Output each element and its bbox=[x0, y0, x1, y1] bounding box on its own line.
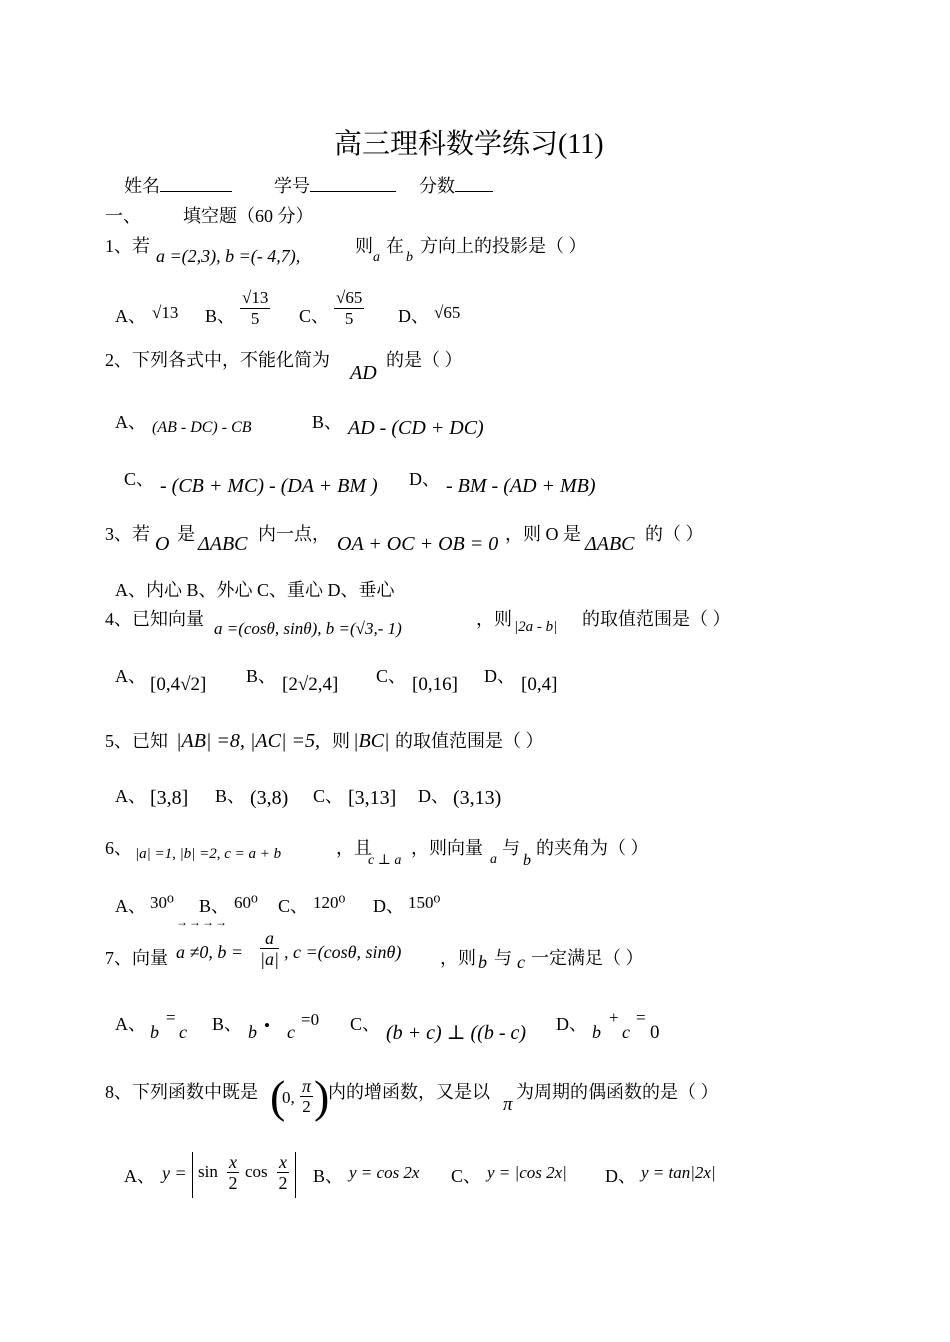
score-blank[interactable] bbox=[455, 173, 493, 192]
q8-option-d-value: y = tan|2x| bbox=[641, 1163, 716, 1182]
student-id-label: 学号 bbox=[274, 176, 310, 196]
q8-interval-fraction bbox=[300, 1076, 313, 1117]
q1-option-a-value: √13 bbox=[152, 303, 179, 322]
q6-suffix: 的夹角为（ ） bbox=[536, 838, 649, 858]
q8-pi: π bbox=[503, 1094, 513, 1115]
q6-option-c-value: 120⁰ bbox=[313, 893, 346, 912]
q8-interval-rparen-icon: ) bbox=[314, 1071, 330, 1122]
q8-interval-den: 2 bbox=[302, 1097, 311, 1116]
name-field[interactable] bbox=[124, 172, 232, 198]
q3-triangle-2: ΔABC bbox=[585, 533, 635, 555]
q2-option-d-value: - BM - (AD + MB) bbox=[446, 475, 596, 497]
q5-math: |AB| =8, |AC| =5, bbox=[176, 730, 320, 752]
q7-option-a-eq: = bbox=[166, 1008, 176, 1027]
q2-suffix: 的是（ ） bbox=[386, 350, 463, 370]
q5-option-b-value: (3,8) bbox=[250, 787, 289, 809]
q7-option-b-c: c bbox=[287, 1022, 295, 1042]
q7-frac-den: |a| bbox=[260, 949, 279, 969]
q7-option-d-label: D、 bbox=[556, 1014, 587, 1034]
q3-options: A、内心 B、外心 C、重心 D、垂心 bbox=[115, 580, 395, 600]
q8-option-a-frac2 bbox=[277, 1152, 289, 1193]
q1-option-b-den: 5 bbox=[250, 309, 260, 328]
q5-abs: |BC| bbox=[353, 730, 390, 752]
q8-interval-num: π bbox=[302, 1076, 312, 1096]
q8-option-a-num2: x bbox=[279, 1152, 287, 1172]
q5-text-then: 则 bbox=[332, 731, 350, 751]
q4-option-c-value: [0,16] bbox=[412, 674, 458, 695]
q7-option-b-eq: =0 bbox=[301, 1010, 320, 1029]
q1-option-c-num: √65 bbox=[336, 288, 363, 307]
student-id-blank[interactable] bbox=[310, 173, 396, 192]
name-label: 姓名 bbox=[124, 176, 160, 196]
q4-option-c-label: C、 bbox=[376, 666, 407, 686]
q3-text-in: 内一点， bbox=[258, 524, 330, 544]
q8-option-c-label: C、 bbox=[451, 1166, 482, 1186]
q5-option-a-label: A、 bbox=[115, 786, 146, 806]
q6-math: |a| =1, |b| =2, c = a + b bbox=[135, 846, 282, 862]
page-title: 高三理科数学练习(11) bbox=[334, 129, 604, 160]
q7-option-b-label: B、 bbox=[212, 1014, 243, 1034]
q2-option-b-value: AD - (CD + DC) bbox=[348, 417, 484, 439]
q2-option-b-label: B、 bbox=[312, 412, 343, 432]
q8-interval-left: 0, bbox=[282, 1088, 295, 1107]
q7-var-c: c bbox=[517, 952, 525, 972]
q5-option-a-value: [3,8] bbox=[150, 787, 189, 809]
q1-text-in: 在 bbox=[386, 236, 404, 256]
q4-option-a-value: [0,4√2] bbox=[150, 674, 207, 695]
q8-option-a-frac1 bbox=[227, 1152, 239, 1193]
q8-option-d-label: D、 bbox=[605, 1166, 636, 1186]
q4-prefix: 4、已知向量 bbox=[105, 609, 204, 629]
q6-prefix: 6、 bbox=[105, 838, 132, 858]
q7-text-with: 与 bbox=[494, 948, 512, 968]
q3-var-o: O bbox=[155, 533, 170, 555]
section-title: 填空题（60 分） bbox=[183, 206, 314, 226]
q8-suffix: 为周期的偶函数的是（ ） bbox=[516, 1082, 719, 1102]
q5-option-b-label: B、 bbox=[215, 786, 246, 806]
q1-option-c-fraction bbox=[334, 288, 364, 329]
q8-option-a-sin: sin bbox=[198, 1162, 218, 1181]
q8-prefix: 8、下列函数中既是 bbox=[105, 1082, 258, 1102]
q7-prefix: 7、向量 bbox=[105, 948, 168, 968]
score-field[interactable] bbox=[419, 172, 493, 198]
q6-text-and: ，且 bbox=[336, 838, 372, 858]
q1-option-b-fraction bbox=[240, 288, 270, 329]
q6-text-with: 与 bbox=[502, 838, 520, 858]
q1-option-c-label: C、 bbox=[299, 306, 330, 326]
q4-math: a =(cosθ, sinθ), b =(√3,- 1) bbox=[214, 619, 402, 638]
q7-option-a-c: c bbox=[179, 1022, 187, 1042]
q5-option-c-value: [3,13] bbox=[348, 787, 397, 809]
q7-option-d-c: c bbox=[622, 1022, 630, 1042]
q5-suffix: 的取值范围是（ ） bbox=[395, 731, 544, 751]
q1-option-d-value: √65 bbox=[434, 303, 461, 322]
q1-option-b-label: B、 bbox=[205, 306, 236, 326]
q8-option-a-num1: x bbox=[229, 1152, 237, 1172]
q6-option-b-value: 60⁰ bbox=[234, 893, 258, 912]
q6-option-a-label: A、 bbox=[115, 896, 146, 916]
q6-option-b-label: B、 bbox=[199, 896, 230, 916]
q8-interval-lparen-icon: ( bbox=[270, 1071, 286, 1122]
q7-option-a-label: A、 bbox=[115, 1014, 146, 1034]
score-label: 分数 bbox=[419, 176, 455, 196]
q3-prefix: 3、若 bbox=[105, 524, 150, 544]
q1-option-b-num: √13 bbox=[242, 288, 269, 307]
q4-option-a-label: A、 bbox=[115, 666, 146, 686]
q7-option-b-dot: • bbox=[264, 1016, 270, 1035]
q1-option-c-den: 5 bbox=[344, 309, 354, 328]
q6-option-a-value: 30⁰ bbox=[150, 893, 174, 912]
q5-option-d-label: D、 bbox=[418, 786, 449, 806]
q6-text-mid: ，则向量 bbox=[411, 838, 483, 858]
q3-suffix: 的（ ） bbox=[645, 524, 704, 544]
q7-option-c-value: (b + c) ⊥ ((b - c) bbox=[386, 1022, 527, 1044]
q6-var-b: b bbox=[523, 852, 531, 869]
q1-var-a: a bbox=[373, 250, 380, 265]
student-id-field[interactable] bbox=[274, 172, 396, 198]
q5-option-c-label: C、 bbox=[313, 786, 344, 806]
q6-var-a: a bbox=[490, 852, 497, 867]
q8-option-a-cos: cos bbox=[245, 1162, 268, 1181]
q4-option-d-value: [0,4] bbox=[521, 674, 558, 695]
q8-option-b-value: y = cos 2x bbox=[349, 1163, 420, 1182]
q2-prefix: 2、下列各式中，不能化简为 bbox=[105, 350, 330, 370]
q5-option-d-value: (3,13) bbox=[453, 787, 502, 809]
q3-equation: OA + OC + OB = 0 bbox=[337, 533, 499, 555]
q7-option-d-plus: + bbox=[609, 1008, 619, 1027]
section-number: 一、 bbox=[105, 206, 141, 226]
q8-option-a-pre: y = bbox=[162, 1163, 187, 1183]
q3-text-is: 是 bbox=[177, 524, 195, 544]
q6-perp: c ⊥ a bbox=[368, 853, 402, 868]
q1-option-d-label: D、 bbox=[398, 306, 429, 326]
q4-abs: |2a - b| bbox=[514, 619, 558, 635]
q1-text-rest: 方向上的投影是（ ） bbox=[420, 236, 587, 256]
q4-option-d-label: D、 bbox=[484, 666, 515, 686]
q2-target: AD bbox=[350, 362, 377, 384]
q7-math1: a ≠0, b = bbox=[176, 942, 244, 962]
q7-math2: , c =(cosθ, sinθ) bbox=[284, 942, 402, 962]
q8-option-a-label: A、 bbox=[124, 1166, 155, 1186]
q2-option-a-value: (AB - DC) - CB bbox=[152, 419, 252, 436]
q6-option-d-label: D、 bbox=[373, 896, 404, 916]
q7-option-c-label: C、 bbox=[350, 1014, 381, 1034]
q3-text-then: ，则 O 是 bbox=[505, 524, 581, 544]
q1-var-b: b bbox=[406, 250, 413, 265]
q7-option-d-b: b bbox=[592, 1022, 601, 1042]
q8-option-a-den2: 2 bbox=[278, 1173, 288, 1193]
q7-text-then: ，则 bbox=[440, 948, 476, 968]
q4-option-b-label: B、 bbox=[246, 666, 277, 686]
q7-option-b-b: b bbox=[248, 1022, 257, 1042]
q2-option-a-label: A、 bbox=[115, 412, 146, 432]
q8-option-a-abs bbox=[192, 1152, 296, 1198]
q7-var-b: b bbox=[478, 952, 487, 972]
q8-text-mid: 内的增函数，又是以 bbox=[328, 1082, 490, 1102]
q2-option-c-label: C、 bbox=[124, 469, 155, 489]
q7-option-d-eq: = bbox=[636, 1008, 646, 1027]
q7-suffix: 一定满足（ ） bbox=[531, 948, 644, 968]
q6-option-d-value: 150⁰ bbox=[408, 893, 441, 912]
q1-prefix: 1、若 bbox=[105, 236, 150, 256]
q5-prefix: 5、已知 bbox=[105, 731, 168, 751]
q2-option-c-value: - (CB + MC) - (DA + BM ) bbox=[160, 475, 378, 497]
q8-option-b-label: B、 bbox=[313, 1166, 344, 1186]
q8-interval bbox=[270, 1071, 330, 1126]
q3-triangle: ΔABC bbox=[198, 533, 248, 555]
q7-vector-arrows: →→→→ bbox=[176, 915, 228, 929]
q1-text-then: 则 bbox=[355, 236, 373, 256]
q4-suffix: 的取值范围是（ ） bbox=[582, 609, 731, 629]
q8-option-c-value: y = |cos 2x| bbox=[487, 1163, 567, 1182]
q6-option-c-label: C、 bbox=[278, 896, 309, 916]
q7-option-a-b: b bbox=[150, 1022, 159, 1042]
name-blank[interactable] bbox=[160, 173, 232, 192]
q2-option-d-label: D、 bbox=[409, 469, 440, 489]
q7-fraction bbox=[260, 928, 279, 969]
q4-option-b-value: [2√2,4] bbox=[282, 674, 339, 695]
q1-option-a-label: A、 bbox=[115, 306, 146, 326]
q7-option-d-zero: 0 bbox=[650, 1022, 660, 1043]
q7-frac-num: a bbox=[260, 928, 279, 949]
q8-option-a-den1: 2 bbox=[228, 1173, 238, 1193]
q4-text-then: ，则 bbox=[476, 609, 512, 629]
q1-math: a =(2,3), b =(- 4,7), bbox=[156, 246, 301, 266]
